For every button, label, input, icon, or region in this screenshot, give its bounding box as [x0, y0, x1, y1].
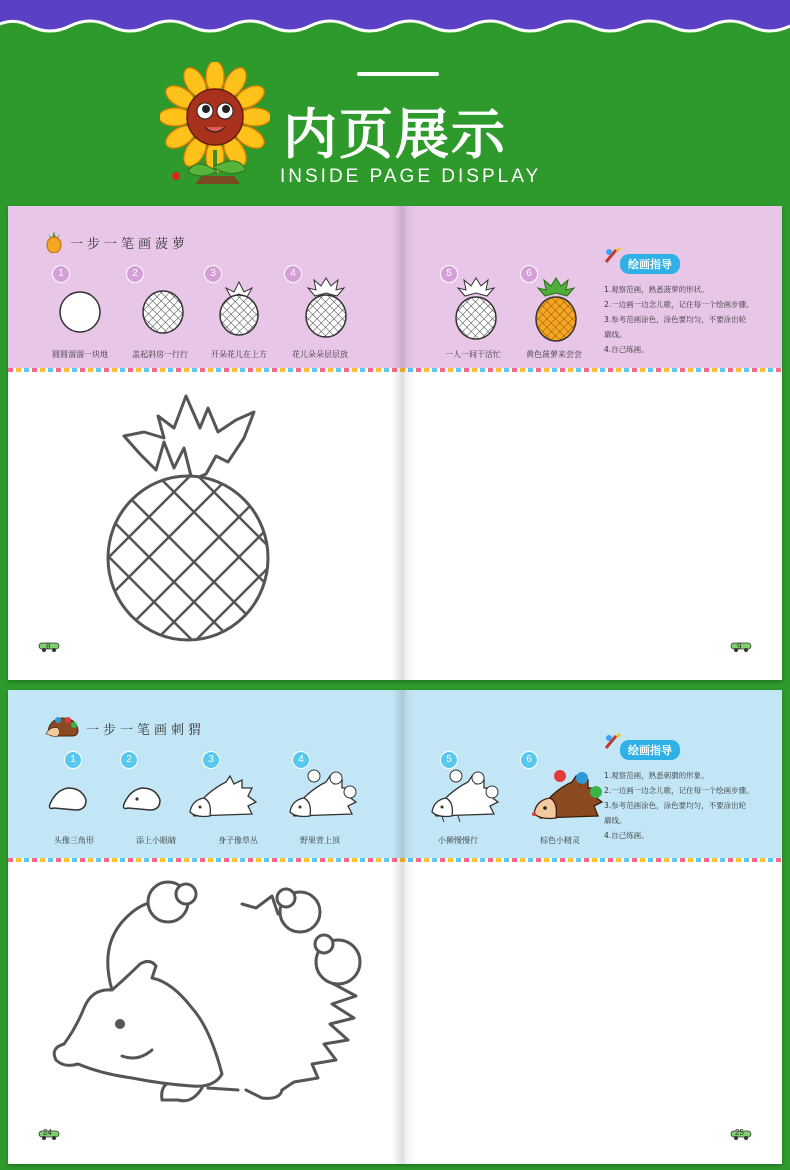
header-rule [357, 72, 439, 76]
hedgehog-icon [44, 714, 80, 740]
page-number-right: 9 [737, 642, 742, 651]
step-number: 6 [520, 751, 538, 769]
step-number: 4 [284, 265, 302, 283]
guide-line: 1.观察范画，熟悉刺猬的形象。 [604, 771, 709, 780]
guide-line: 3.参考范画涂色，涂色要均匀，不要涂出轮 [604, 315, 747, 324]
step-number: 5 [440, 751, 458, 769]
step3-pineapple-drawing [214, 280, 264, 336]
step-number: 3 [202, 751, 220, 769]
step6-colored-hedgehog [530, 768, 610, 826]
page-number-right: 25 [735, 1128, 744, 1137]
step2-grid-drawing [140, 288, 186, 334]
guide-list [604, 282, 774, 357]
pineapple-outline-drawing [104, 392, 280, 648]
step-caption: 花儿朵朵层层放 [292, 350, 348, 359]
step-number: 1 [52, 265, 70, 283]
page-title: 内页展示 [283, 103, 507, 166]
step-caption: 开朵花儿在上方 [211, 350, 267, 359]
guide-line: 1.观察范画，熟悉菠萝的形状。 [604, 285, 709, 294]
step-number: 2 [120, 751, 138, 769]
book-spine [392, 690, 416, 1164]
lesson-title: 一步一笔画刺猬 [86, 723, 206, 738]
step1-head-drawing [46, 782, 92, 818]
hedgehog-outline-drawing [42, 878, 372, 1122]
guide-line: 2.一边画一边念儿歌，记住每一个绘画步骤。 [604, 786, 754, 795]
step4-fruit-drawing [286, 768, 362, 822]
step-caption: 野果背上顶 [300, 836, 340, 845]
book-spread-hedgehog [8, 690, 782, 1164]
step-caption: 一人一间干活忙 [445, 350, 501, 359]
step-number: 3 [204, 265, 222, 283]
step-caption: 圆圆溜溜一块地 [52, 350, 108, 359]
pineapple-icon [44, 231, 64, 253]
step-caption: 盖起斜房一行行 [132, 350, 188, 359]
step-caption: 添上小眼睛 [136, 836, 176, 845]
page-number-left: 24 [43, 1128, 52, 1137]
step-caption: 棕色小精灵 [540, 836, 580, 845]
guide-line: 廓线。 [604, 330, 627, 339]
top-wave-band [0, 0, 790, 40]
step4-pineapple-drawing [300, 276, 352, 338]
step-caption: 头像三角形 [54, 836, 94, 845]
step3-body-drawing [186, 772, 260, 822]
step6-colored-pineapple [530, 276, 582, 342]
book-spine [392, 206, 416, 680]
guide-line: 2.一边画一边念儿歌，记住每一个绘画步骤。 [604, 300, 754, 309]
step-number: 1 [64, 751, 82, 769]
step5-hedgehog-drawing [428, 768, 504, 824]
step-caption: 黄色菠萝来尝尝 [526, 350, 582, 359]
book-spread-pineapple [8, 206, 782, 680]
guide-list [604, 768, 774, 843]
step-number: 4 [292, 751, 310, 769]
step1-circle-drawing [58, 288, 102, 334]
step5-pineapple-drawing [450, 276, 502, 340]
page-subtitle: INSIDE PAGE DISPLAY [280, 166, 542, 187]
step-number: 5 [440, 265, 458, 283]
guide-line: 廓线。 [604, 816, 627, 825]
step2-eye-drawing [120, 782, 166, 818]
step-caption: 小狮慢慢行 [438, 836, 478, 845]
guide-line: 4.自己练画。 [604, 345, 649, 354]
guide-title: 绘画指导 [620, 254, 680, 274]
step-number: 6 [520, 265, 538, 283]
page-number-left: 8 [46, 642, 51, 651]
sunflower-mascot-icon [160, 62, 270, 192]
lesson-title: 一步一笔画菠萝 [70, 237, 190, 252]
guide-line: 3.参考范画涂色，涂色要均匀，不要涂出轮 [604, 801, 747, 810]
step-number: 2 [126, 265, 144, 283]
step-caption: 身子像草丛 [218, 836, 258, 845]
guide-title: 绘画指导 [620, 740, 680, 760]
guide-line: 4.自己练画。 [604, 831, 649, 840]
